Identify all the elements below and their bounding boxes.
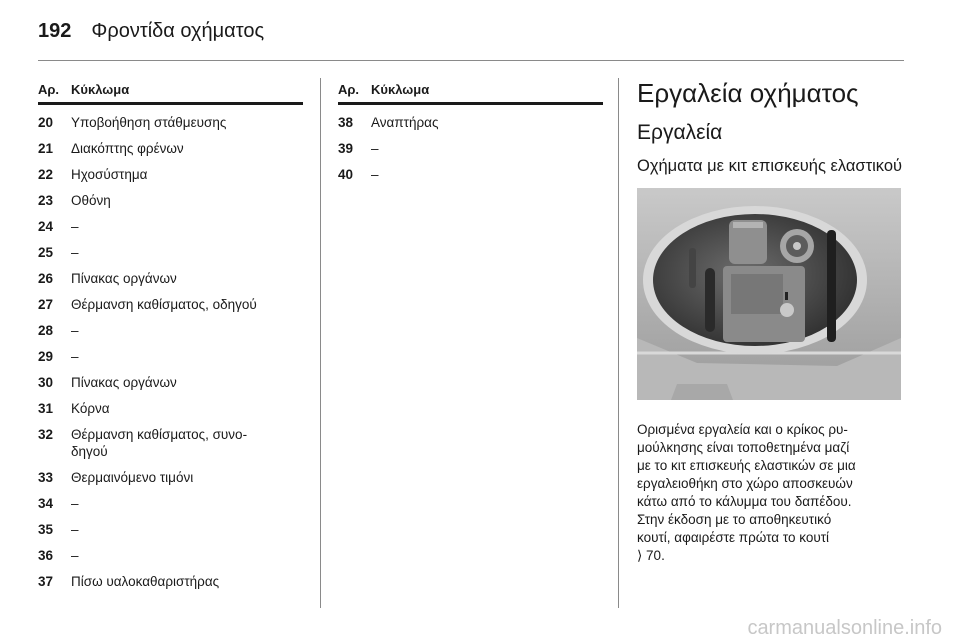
table-row [38, 296, 303, 313]
circuit-name: – [71, 548, 79, 563]
table-row [38, 374, 303, 391]
page-reference: 70. [646, 548, 665, 563]
circuit-name: – [71, 496, 79, 511]
column-header-circuit: Κύκλωμα [371, 82, 430, 97]
circuit-name: Θέρμανση καθίσματος, συνο- δηγού [71, 427, 248, 459]
table-row [38, 469, 303, 486]
circuit-name: – [371, 167, 379, 182]
table-row [338, 140, 603, 157]
circuit-number: 37 [38, 574, 54, 589]
circuit-number: 20 [38, 115, 54, 130]
circuit-number: 38 [338, 115, 354, 130]
table-row [38, 244, 303, 261]
arrow-ref-icon: ⟩ [637, 548, 643, 563]
circuit-name: – [71, 349, 79, 364]
circuit-name: Πίνακας οργάνων [71, 375, 177, 390]
circuit-name: Πίσω υαλοκαθαριστήρας [71, 574, 220, 589]
circuit-name: – [71, 219, 79, 234]
circuit-number: 24 [38, 219, 54, 234]
circuit-number: 23 [38, 193, 54, 208]
table-row [38, 270, 303, 287]
fuse-table-middle [338, 82, 603, 192]
section-heading: Εργαλεία οχήματος [637, 78, 859, 108]
table-row [38, 322, 303, 339]
circuit-name: Οθόνη [71, 193, 111, 208]
circuit-number: 25 [38, 245, 54, 260]
circuit-number: 31 [38, 401, 54, 416]
column-header-number: Αρ. [38, 82, 60, 97]
circuit-number: 34 [38, 496, 54, 511]
column-header-circuit: Κύκλωμα [71, 82, 130, 97]
circuit-name: Διακόπτης φρένων [71, 141, 184, 156]
vehicle-tools-section [637, 78, 905, 565]
page-number: 192 [38, 20, 72, 42]
tool-kit-photo [637, 188, 901, 400]
circuit-number: 40 [338, 167, 354, 182]
fuse-table-left [38, 82, 303, 599]
table-row [338, 166, 603, 183]
column-header-number: Αρ. [338, 82, 360, 97]
table-row [38, 114, 303, 131]
table-row [38, 426, 303, 460]
table-body [38, 114, 303, 590]
circuit-number: 35 [38, 522, 54, 537]
table-row [38, 218, 303, 235]
table-row [38, 166, 303, 183]
circuit-number: 28 [38, 323, 54, 338]
circuit-number: 32 [38, 427, 54, 442]
circuit-name: – [71, 245, 79, 260]
circuit-number: 39 [338, 141, 354, 156]
page-title: Φροντίδα οχήματος [91, 20, 265, 42]
circuit-number: 21 [38, 141, 54, 156]
tool-kit-description [637, 421, 905, 565]
circuit-name: Ηχοσύστημα [71, 167, 148, 182]
watermark: carmanualsonline.info [747, 617, 942, 639]
table-row [38, 547, 303, 564]
sub-subsection-heading: Οχήματα με κιτ επισκευής ελαστικού [637, 157, 903, 175]
circuit-name: Θερμαινόμενο τιμόνι [71, 470, 194, 485]
table-body [338, 114, 603, 183]
table-header [338, 82, 603, 105]
column-divider-2 [618, 78, 619, 608]
subsection-heading: Εργαλεία [637, 121, 723, 144]
circuit-number: 26 [38, 271, 54, 286]
table-row [38, 573, 303, 590]
circuit-name: Πίνακας οργάνων [71, 271, 177, 286]
circuit-name: Αναπτήρας [371, 115, 439, 130]
circuit-name: Θέρμανση καθίσματος, οδηγού [71, 297, 257, 312]
table-header [38, 82, 303, 105]
column-divider-1 [320, 78, 321, 608]
circuit-number: 30 [38, 375, 54, 390]
circuit-number: 33 [38, 470, 54, 485]
table-row [38, 400, 303, 417]
circuit-name: Κόρνα [71, 401, 110, 416]
table-row [38, 495, 303, 512]
table-row [338, 114, 603, 131]
circuit-name: Υποβοήθηση στάθμευσης [71, 115, 227, 130]
table-row [38, 140, 303, 157]
header-rule [38, 60, 904, 61]
description-text: Ορισμένα εργαλεία και ο κρίκος ρυ- μούλκησης είναι τοποθετημένα μαζί με το κιτ επισκευής ελαστικών σε μια εργαλειοθήκη στο χώρο αποσκευών κάτω από το κάλυμμα του δαπέδου. Στην έκδοση με το αποθηκευτικό κουτί, αφαιρέστε πρώτα το κουτί [637, 422, 856, 545]
circuit-name: – [371, 141, 379, 156]
circuit-number: 36 [38, 548, 54, 563]
table-row [38, 192, 303, 209]
circuit-number: 29 [38, 349, 54, 364]
circuit-name: – [71, 323, 79, 338]
circuit-name: – [71, 522, 79, 537]
circuit-number: 27 [38, 297, 54, 312]
table-row [38, 348, 303, 365]
table-row [38, 521, 303, 538]
page-header [38, 20, 264, 43]
circuit-number: 22 [38, 167, 54, 182]
